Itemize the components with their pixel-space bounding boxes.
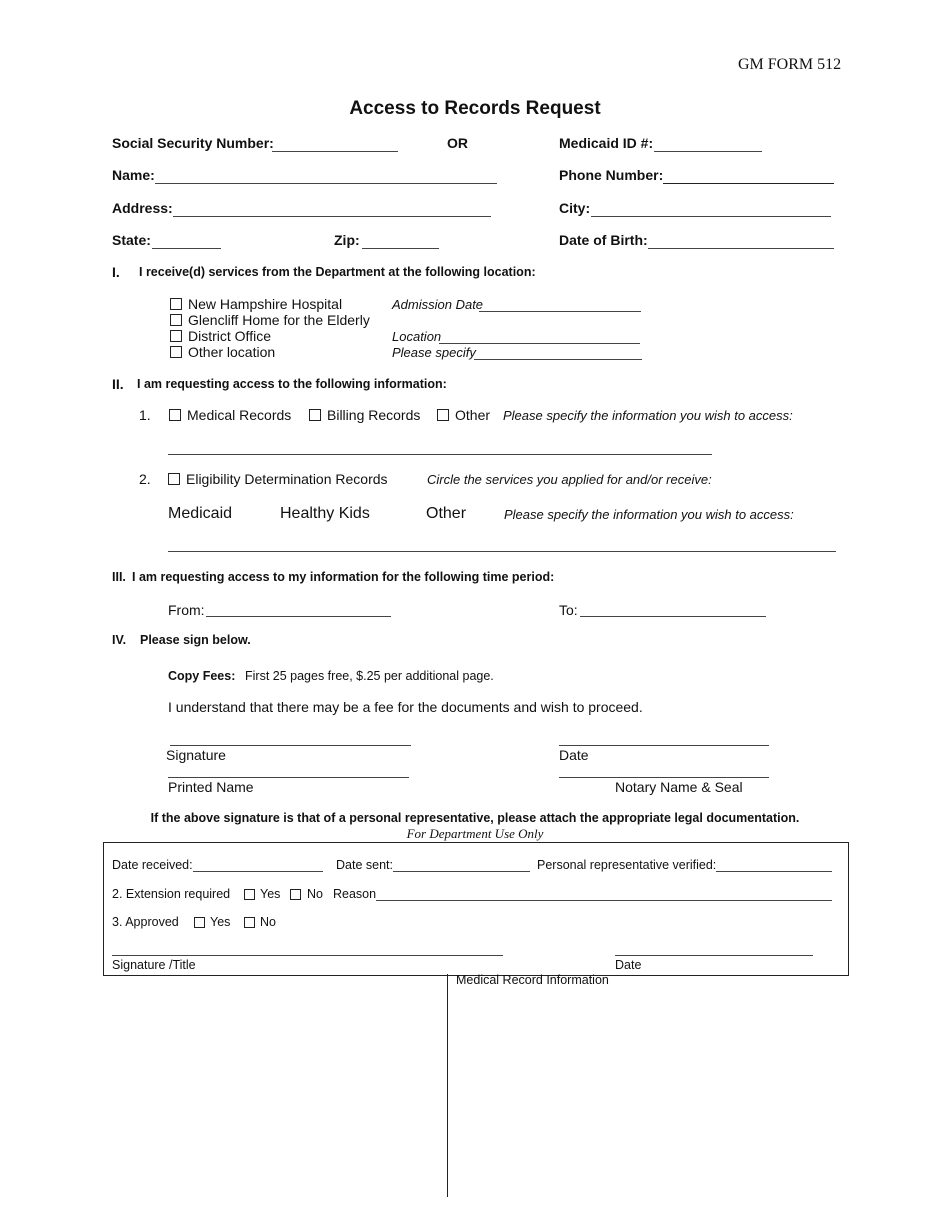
from-field[interactable] [206,616,391,617]
location-field[interactable] [439,343,640,344]
ssn-field[interactable] [272,151,398,152]
other-records-checkbox[interactable] [437,409,449,421]
or-label: OR [447,135,468,151]
form-number: GM FORM 512 [738,56,842,73]
billing-records-label: Billing Records [327,407,421,423]
address-field[interactable] [173,216,491,217]
state-field[interactable] [152,248,221,249]
item-2-instruction: Circle the services you applied for and/or receive: [427,472,712,487]
medical-record-info-label: Medical Record Information [456,973,609,987]
location-checkbox-nh-hospital[interactable] [170,298,182,310]
please-specify-label: Please specify [392,345,476,360]
name-field[interactable] [155,183,497,184]
date-label: Date [559,747,589,763]
date-sent-field[interactable] [393,871,530,872]
item-2-specify-instruction: Please specify the information you wish to access: [504,507,794,522]
rep-verified-field[interactable] [716,871,832,872]
to-field[interactable] [580,616,766,617]
medical-record-divider [447,974,448,1197]
medicaid-id-label: Medicaid ID #: [559,135,654,151]
admission-date-label: Admission Date [392,297,484,312]
service-other[interactable]: Other [426,505,467,522]
zip-field[interactable] [362,248,439,249]
understand-statement: I understand that there may be a fee for the documents and wish to proceed. [168,699,643,715]
from-label: From: [168,602,205,618]
eligibility-records-checkbox[interactable] [168,473,180,485]
date-received-label: Date received: [112,858,193,872]
page-title: Access to Records Request [349,98,601,119]
medicaid-id-field[interactable] [654,151,762,152]
ssn-label: Social Security Number: [112,135,274,151]
service-healthy-kids[interactable]: Healthy Kids [280,505,370,522]
dob-field[interactable] [648,248,834,249]
location-checkbox-glencliff[interactable] [170,314,182,326]
dept-use-caption: For Department Use Only [406,826,544,841]
section-2-numeral: II. [112,376,124,392]
name-label: Name: [112,167,155,183]
date-sent-label: Date sent: [336,858,393,872]
extension-yes-checkbox[interactable] [244,889,255,900]
dept-date-label: Date [615,958,642,972]
section-1-numeral: I. [112,264,120,280]
dept-signature-field[interactable] [112,955,503,956]
reason-label: Reason [333,887,377,901]
approved-no-label: No [260,915,276,929]
city-field[interactable] [591,216,831,217]
dob-label: Date of Birth: [559,232,648,248]
extension-yes-label: Yes [260,887,281,901]
other-records-label: Other [455,407,491,423]
location-label-nh-hospital: New Hampshire Hospital [188,296,343,312]
extension-no-label: No [307,887,323,901]
billing-records-checkbox[interactable] [309,409,321,421]
copy-fees-text: First 25 pages free, $.25 per additional page. [245,669,494,683]
approved-no-checkbox[interactable] [244,917,255,928]
extension-label: 2. Extension required [112,887,231,901]
rep-verified-label: Personal representative verified: [537,858,717,872]
eligibility-records-label: Eligibility Determination Records [186,471,388,487]
item-2-number: 2. [139,471,151,487]
location-label-other: Other location [188,344,276,360]
date-received-field[interactable] [193,871,323,872]
state-label: State: [112,232,151,248]
phone-label: Phone Number: [559,167,664,183]
location-label: Location [392,329,442,344]
approved-yes-label: Yes [210,915,231,929]
item-1-number: 1. [139,407,151,423]
notary-label: Notary Name & Seal [615,779,743,795]
section-1-heading: I receive(d) services from the Department at the following location: [139,265,536,279]
notary-field[interactable] [559,777,769,778]
reason-field[interactable] [376,900,832,901]
printed-name-field[interactable] [168,777,409,778]
section-2-heading: I am requesting access to the following information: [137,377,447,391]
please-specify-field[interactable] [474,359,642,360]
extension-no-checkbox[interactable] [290,889,301,900]
signature-label: Signature [166,747,226,763]
copy-fees-label: Copy Fees: [168,669,236,683]
signature-title-label: Signature /Title [112,958,196,972]
item-2-specify-field[interactable] [168,551,836,552]
approved-label: 3. Approved [112,915,179,929]
item-1-instruction: Please specify the information you wish to access: [503,408,793,423]
medical-records-checkbox[interactable] [169,409,181,421]
item-1-specify-field[interactable] [168,454,712,455]
service-medicaid[interactable]: Medicaid [168,505,233,522]
city-label: City: [559,200,591,216]
section-3-numeral: III. [112,570,126,584]
section-3-heading: I am requesting access to my information for the following time period: [132,570,555,584]
approved-yes-checkbox[interactable] [194,917,205,928]
location-label-glencliff: Glencliff Home for the Elderly [188,312,370,328]
address-label: Address: [112,200,173,216]
admission-date-field[interactable] [479,311,641,312]
phone-field[interactable] [663,183,834,184]
printed-name-label: Printed Name [168,779,254,795]
location-label-district-office: District Office [188,328,271,344]
location-checkbox-district-office[interactable] [170,330,182,342]
signature-field[interactable] [170,745,411,746]
to-label: To: [559,602,578,618]
section-4-numeral: IV. [112,633,127,647]
medical-records-label: Medical Records [187,407,292,423]
location-checkbox-other[interactable] [170,346,182,358]
dept-date-field[interactable] [615,955,813,956]
representative-note: If the above signature is that of a personal representative, please attach the appropriate legal documentation. [150,811,800,825]
section-4-heading: Please sign below. [140,633,251,647]
zip-label: Zip: [334,232,360,248]
date-field[interactable] [559,745,769,746]
